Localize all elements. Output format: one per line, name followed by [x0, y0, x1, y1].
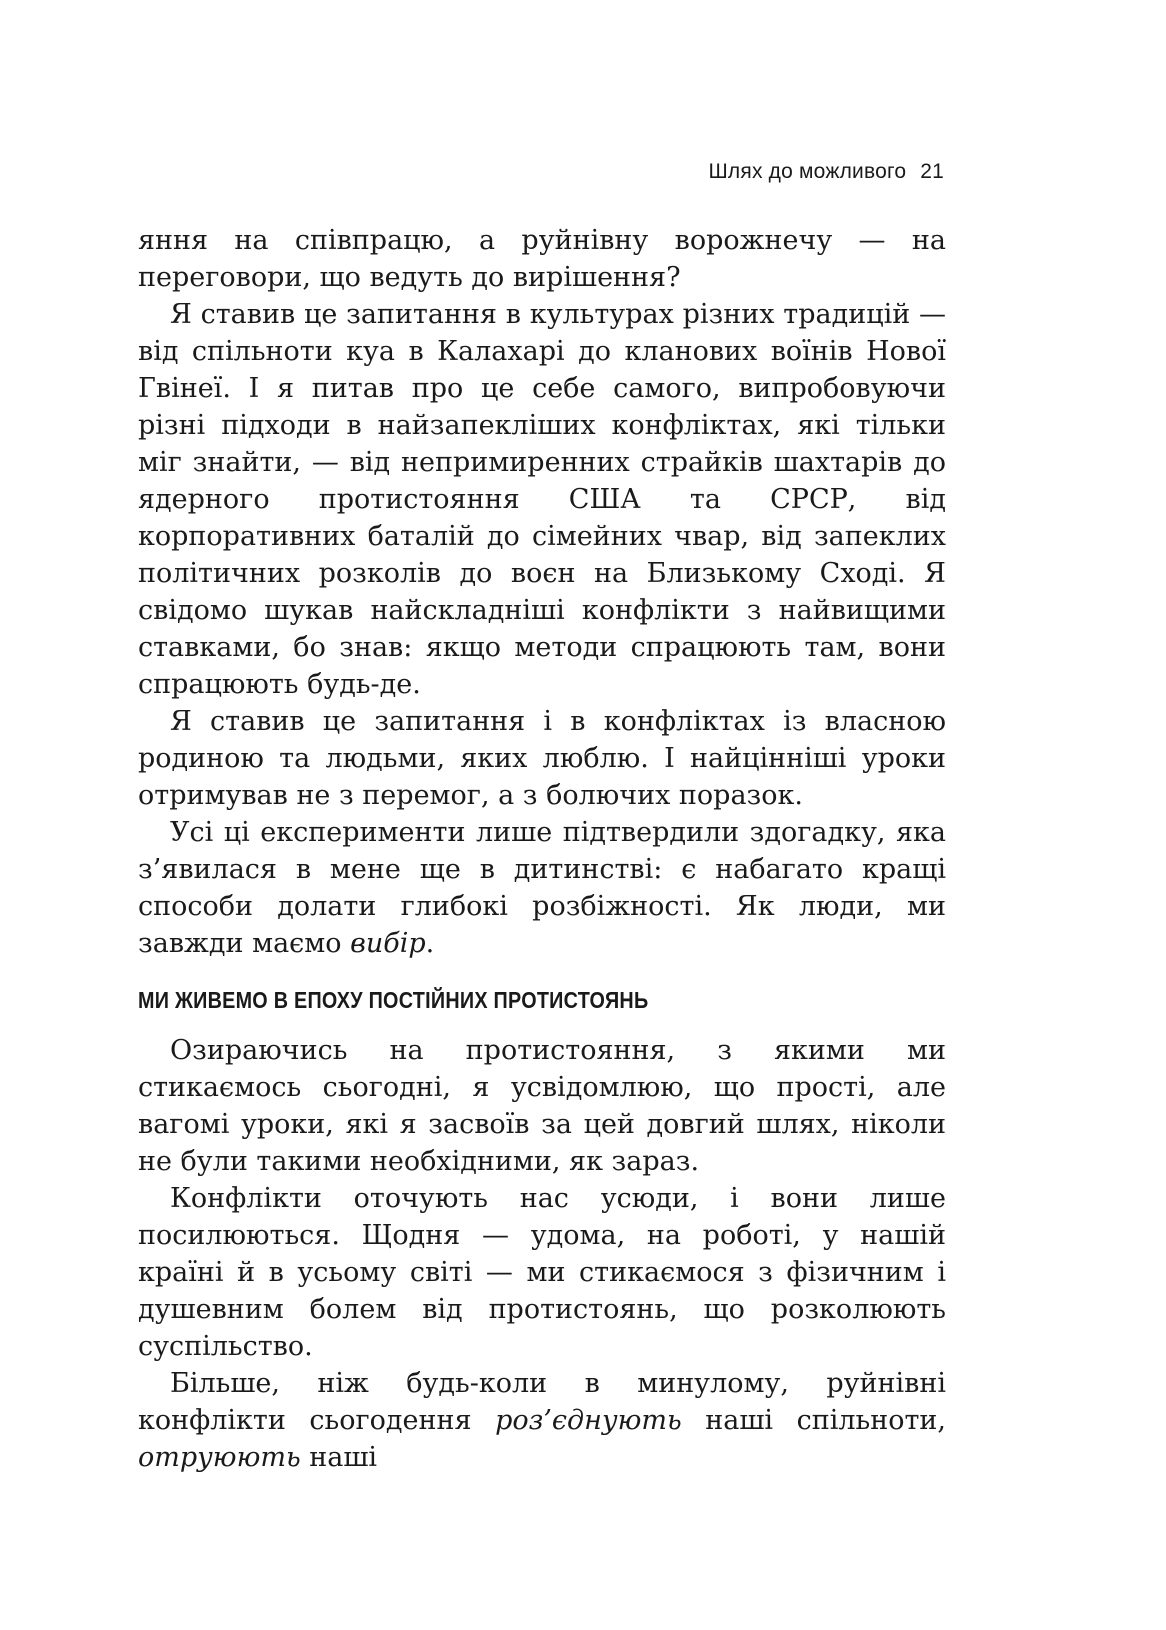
paragraph-text: наші спільноти, — [681, 1405, 946, 1436]
running-title: Шлях до можливого — [708, 160, 907, 183]
paragraph — [138, 814, 946, 962]
paragraph-text: . — [425, 928, 435, 959]
section-heading: МИ ЖИВЕМО В ЕПОХУ ПОСТІЙНИХ ПРОТИСТОЯНЬ — [138, 987, 649, 1013]
body-text — [138, 222, 946, 1476]
paragraph: Озираючись на протистояння, з якими ми стикаємось сьогодні, я усвідомлюю, що прості, але вагомі уроки, які я засвоїв за цей довгий шлях, ніколи не були такими необхідними, як зараз. — [138, 1035, 946, 1177]
italic-emphasis: вибір — [350, 928, 426, 959]
running-head — [708, 160, 944, 184]
italic-emphasis: отруюють — [138, 1442, 301, 1473]
paragraph-text: Більше, ніж будь-коли в минулому, руйнівні конфлікти сьогодення — [138, 1368, 946, 1436]
paragraph: Я ставив це запитання і в конфліктах із власною родиною та людьми, яких люблю. І найцінніші уроки отримував не з перемог, а з болючих поразок. — [138, 706, 946, 811]
page-number: 21 — [920, 160, 944, 183]
paragraph-text: Усі ці експерименти лише підтвердили здогадку, яка з’явилася в мене ще в дитинстві: є набагато кращі способи долати глибокі розбіжності. Як люди, ми завжди маємо — [138, 817, 946, 959]
paragraph: Конфлікти оточують нас усюди, і вони лише посилюються. Щодня — удома, на роботі, у нашій країні й в усьому світі — ми стикаємося з фізичним і душевним болем від протистоянь, що розколюють суспільство. — [138, 1183, 946, 1362]
paragraph-continued: яння на співпрацю, а руйнівну ворожнечу — на переговори, що ведуть до вирішення? — [138, 225, 946, 293]
paragraph — [138, 1365, 946, 1476]
italic-emphasis: роз’єднують — [495, 1405, 682, 1436]
paragraph-text: наші — [300, 1442, 378, 1473]
paragraph: Я ставив це запитання в культурах різних традицій — від спільноти куа в Калахарі до кланових воїнів Нової Гвінеї. І я питав про це себе самого, випробовуючи різні підходи в найзапекліших конфліктах, які тільки міг знайти, — від непримиренних страйків шахтарів до ядерного протистояння США та СРСР, від корпоративних баталій до сімейних чвар, від запеклих політичних розколів до воєн на Близькому Сході. Я свідомо шукав найскладніші конфлікти з найвищими ставками, бо знав: якщо методи спрацюють там, вони спрацюють будь-де. — [138, 299, 946, 700]
